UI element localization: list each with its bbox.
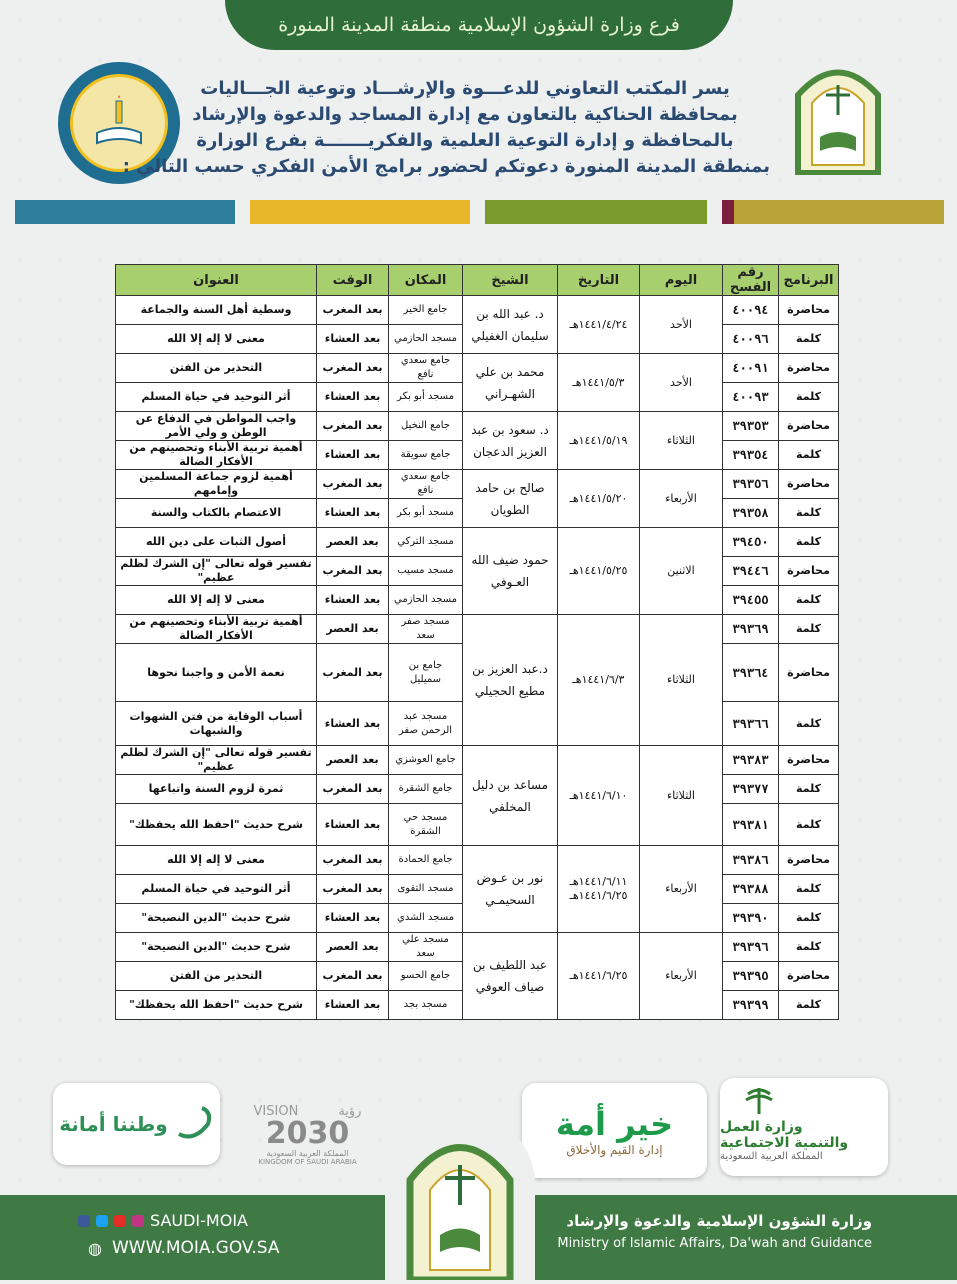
cell-permit: ٣٩٣٩٠ bbox=[723, 904, 779, 933]
cell-time: بعد العشاء bbox=[317, 441, 389, 470]
cell-title: أثر التوحيد في حياة المسلم bbox=[116, 875, 317, 904]
color-bar bbox=[722, 200, 944, 224]
cell-date: ١٤٤١/٥/٣هـ bbox=[558, 354, 640, 412]
cell-program: كلمة bbox=[779, 615, 839, 644]
cell-time: بعد المغرب bbox=[317, 775, 389, 804]
cell-permit: ٣٩٣٨٨ bbox=[723, 875, 779, 904]
cell-time: بعد العصر bbox=[317, 746, 389, 775]
vision-2030-logo bbox=[230, 1105, 385, 1165]
table-row bbox=[116, 470, 839, 499]
header-time: الوقت bbox=[317, 265, 389, 296]
cell-place: جامع الحمادة bbox=[389, 846, 463, 875]
cell-time: بعد العشاء bbox=[317, 702, 389, 746]
cell-program: كلمة bbox=[779, 933, 839, 962]
cell-permit: ٣٩٣٦٤ bbox=[723, 644, 779, 702]
header-place: المكان bbox=[389, 265, 463, 296]
cell-program: محاضرة bbox=[779, 470, 839, 499]
cell-permit: ٣٩٣٨٣ bbox=[723, 746, 779, 775]
cell-title: واجب المواطن في الدفاع عن الوطن و ولي الأمر bbox=[116, 412, 317, 441]
cell-program: كلمة bbox=[779, 441, 839, 470]
cell-title: أثر التوحيد في حياة المسلم bbox=[116, 383, 317, 412]
cell-permit: ٣٩٣٧٧ bbox=[723, 775, 779, 804]
cell-permit: ٣٩٣٩٦ bbox=[723, 933, 779, 962]
cell-place: مسجد الحازمي bbox=[389, 586, 463, 615]
book-candle-icon bbox=[89, 93, 149, 153]
vision-country-ar: المملكة العربية السعودية bbox=[266, 1149, 349, 1158]
vision-country-en: KINGDOM OF SAUDI ARABIA bbox=[258, 1158, 357, 1166]
khayr-umma-logo bbox=[522, 1083, 707, 1178]
cell-place: مسجد عبد الرحمن صفر bbox=[389, 702, 463, 746]
cell-time: بعد المغرب bbox=[317, 354, 389, 383]
cell-permit: ٤٠٠٩٦ bbox=[723, 325, 779, 354]
table-row bbox=[116, 528, 839, 557]
cell-place: مسجد الحازمي bbox=[389, 325, 463, 354]
cell-program: محاضرة bbox=[779, 354, 839, 383]
cell-place: مسجد الشدي bbox=[389, 904, 463, 933]
cell-day: الثلاثاء bbox=[640, 615, 723, 746]
twitter-icon[interactable] bbox=[96, 1215, 108, 1227]
cell-program: محاضرة bbox=[779, 644, 839, 702]
cell-day: الثلاثاء bbox=[640, 412, 723, 470]
social-handle[interactable]: SAUDI-MOIA bbox=[150, 1211, 248, 1230]
cell-permit: ٤٠٠٩١ bbox=[723, 354, 779, 383]
watanona-text: وطننا أمانة bbox=[59, 1112, 168, 1136]
cell-title: شرح حديث "احفظ الله يحفظك" bbox=[116, 804, 317, 846]
header-date: التاريخ bbox=[558, 265, 640, 296]
cell-program: كلمة bbox=[779, 499, 839, 528]
cell-permit: ٣٩٤٥٠ bbox=[723, 528, 779, 557]
cell-sheikh: صالح بن حامد الطويان bbox=[463, 470, 558, 528]
cell-permit: ٣٩٣٩٥ bbox=[723, 962, 779, 991]
color-bar bbox=[250, 200, 470, 224]
cell-program: كلمة bbox=[779, 586, 839, 615]
cell-time: بعد العصر bbox=[317, 528, 389, 557]
cell-title: ثمرة لزوم السنة واتباعها bbox=[116, 775, 317, 804]
cell-title: شرح حديث "احفظ الله يحفظك" bbox=[116, 991, 317, 1020]
cell-place: مسجد أبو بكر bbox=[389, 383, 463, 412]
cell-day: الثلاثاء bbox=[640, 746, 723, 846]
cell-day: الاثنين bbox=[640, 528, 723, 615]
globe-icon: ◍ bbox=[88, 1238, 102, 1258]
cell-title: شرح حديث "الدين النصيحة" bbox=[116, 904, 317, 933]
cell-place: مسجد صفر سعد bbox=[389, 615, 463, 644]
palm-emblem-icon bbox=[740, 1084, 778, 1118]
cell-permit: ٣٩٣٩٩ bbox=[723, 991, 779, 1020]
cell-date: ١٤٤١/٦/٣هـ bbox=[558, 615, 640, 746]
cell-time: بعد العشاء bbox=[317, 325, 389, 354]
khayr-umma-sub: إدارة القيم والأخلاق bbox=[566, 1142, 663, 1157]
cell-time: بعد العشاء bbox=[317, 383, 389, 412]
cell-place: جامع الشقرة bbox=[389, 775, 463, 804]
cell-permit: ٣٩٤٤٦ bbox=[723, 557, 779, 586]
cell-permit: ٤٠٠٩٣ bbox=[723, 383, 779, 412]
khayr-umma-text: خير أمة bbox=[555, 1104, 674, 1143]
cell-program: محاضرة bbox=[779, 296, 839, 325]
table-header-row bbox=[116, 265, 839, 296]
table-row bbox=[116, 746, 839, 775]
cell-time: بعد العشاء bbox=[317, 499, 389, 528]
cell-sheikh: د.عبد العزيز بن مطيع الحجيلي bbox=[463, 615, 558, 746]
table-row bbox=[116, 846, 839, 875]
cell-program: محاضرة bbox=[779, 962, 839, 991]
cell-program: محاضرة bbox=[779, 846, 839, 875]
vision-en: VISION bbox=[253, 1104, 299, 1119]
cell-time: بعد العصر bbox=[317, 933, 389, 962]
cell-program: محاضرة bbox=[779, 557, 839, 586]
intro-line-1: يسر المكتب التعاوني للدعـــوة والإرشـــاد وتوعية الجـــاليات bbox=[200, 78, 730, 99]
cell-time: بعد المغرب bbox=[317, 846, 389, 875]
cell-title: وسطية أهل السنة والجماعة bbox=[116, 296, 317, 325]
schedule-table bbox=[115, 264, 839, 1020]
cell-permit: ٣٩٣٥٣ bbox=[723, 412, 779, 441]
cell-program: محاضرة bbox=[779, 746, 839, 775]
vision-year: 2030 bbox=[265, 1116, 350, 1151]
cell-time: بعد المغرب bbox=[317, 962, 389, 991]
table-row bbox=[116, 296, 839, 325]
cell-title: تفسير قوله تعالى "إن الشرك لظلم عظيم" bbox=[116, 746, 317, 775]
cell-date: ١٤٤١/٦/٢٥هـ bbox=[558, 933, 640, 1020]
cell-permit: ٣٩٣٥٨ bbox=[723, 499, 779, 528]
cell-title: أصول الثبات على دين الله bbox=[116, 528, 317, 557]
cell-program: كلمة bbox=[779, 775, 839, 804]
cell-sheikh: د. عبد الله بن سليمان الغفيلي bbox=[463, 296, 558, 354]
vision-ar: رؤية bbox=[338, 1104, 362, 1119]
intro-text bbox=[122, 76, 770, 180]
cell-permit: ٣٩٣٥٤ bbox=[723, 441, 779, 470]
cell-title: معنى لا إله إلا الله bbox=[116, 586, 317, 615]
cell-place: جامع بن سميليل bbox=[389, 644, 463, 702]
cell-permit: ٣٩٣٦٩ bbox=[723, 615, 779, 644]
schedule-table-body bbox=[116, 296, 839, 1020]
cell-program: كلمة bbox=[779, 904, 839, 933]
cell-title: معنى لا إله إلا الله bbox=[116, 325, 317, 354]
cell-time: بعد العشاء bbox=[317, 904, 389, 933]
cell-time: بعد العشاء bbox=[317, 804, 389, 846]
table-row bbox=[116, 412, 839, 441]
cell-date: ١٤٤١/٥/٢٥هـ bbox=[558, 528, 640, 615]
cell-place: جامع الخير bbox=[389, 296, 463, 325]
watanona-amana-logo bbox=[53, 1083, 220, 1165]
mosque-emblem-icon bbox=[788, 55, 888, 175]
cell-date: ١٤٤١/٦/١٠هـ bbox=[558, 746, 640, 846]
cell-program: كلمة bbox=[779, 804, 839, 846]
cell-program: كلمة bbox=[779, 383, 839, 412]
cell-title: نعمة الأمن و واجبنا نحوها bbox=[116, 644, 317, 702]
cell-time: بعد المغرب bbox=[317, 296, 389, 325]
cell-title: أهمية تربية الأبناء وتحصينهم من الأفكار الضالة bbox=[116, 615, 317, 644]
cell-sheikh: مساعد بن دليل المخلفي bbox=[463, 746, 558, 846]
cell-place: مسجد حي الشقرة bbox=[389, 804, 463, 846]
cell-date: ١٤٤١/٥/٢٠هـ bbox=[558, 470, 640, 528]
cell-place: جامع سعدي نافع bbox=[389, 470, 463, 499]
labor-ministry-logo bbox=[720, 1078, 888, 1176]
cell-place: مسجد علي سعد bbox=[389, 933, 463, 962]
cell-date: ١٤٤١/٥/١٩هـ bbox=[558, 412, 640, 470]
header-program: البرنامج bbox=[779, 265, 839, 296]
mosque-emblem-icon bbox=[385, 1110, 535, 1280]
header-day: اليوم bbox=[640, 265, 723, 296]
cell-permit: ٣٩٣٥٦ bbox=[723, 470, 779, 499]
cell-sheikh: عبد اللطيف بن صياف العوفي bbox=[463, 933, 558, 1020]
color-bar bbox=[15, 200, 235, 224]
cell-permit: ٣٩٣٨١ bbox=[723, 804, 779, 846]
cell-date: ١٤٤١/٤/٢٤هـ bbox=[558, 296, 640, 354]
intro-line-3: بالمحافظة و إدارة التوعية العلمية والفكريـــــــة بفرع الوزارة bbox=[196, 130, 734, 151]
cell-title: التحذير من الفتن bbox=[116, 962, 317, 991]
cell-date: ١٤٤١/٦/١١هـ ١٤٤١/٦/٢٥هـ bbox=[558, 846, 640, 933]
footer-emblem bbox=[385, 1110, 535, 1280]
labor-line-3: المملكة العربية السعودية bbox=[720, 1150, 823, 1162]
table-row bbox=[116, 933, 839, 962]
cell-sheikh: د. سعود بن عبد العزيز الدعجان bbox=[463, 412, 558, 470]
ministry-name-en: Ministry of Islamic Affairs, Da'wah and Guidance bbox=[557, 1236, 872, 1251]
cell-day: الأحد bbox=[640, 296, 723, 354]
cell-title: أسباب الوقاية من فتن الشهوات والشبهات bbox=[116, 702, 317, 746]
header-permit: رقم الفسح bbox=[723, 265, 779, 296]
cell-place: مسجد التقوى bbox=[389, 875, 463, 904]
website-url[interactable]: WWW.MOIA.GOV.SA bbox=[111, 1238, 280, 1258]
color-bar bbox=[485, 200, 707, 224]
cell-place: مسجد أبو بكر bbox=[389, 499, 463, 528]
cell-program: كلمة bbox=[779, 875, 839, 904]
cell-permit: ٣٩٣٦٦ bbox=[723, 702, 779, 746]
instagram-icon[interactable] bbox=[132, 1215, 144, 1227]
swoosh-icon bbox=[174, 1104, 214, 1144]
cell-program: كلمة bbox=[779, 991, 839, 1020]
cell-place: مسجد التركي bbox=[389, 528, 463, 557]
social-links bbox=[78, 1211, 248, 1230]
labor-line-2: والتنمية الاجتماعية bbox=[720, 1134, 849, 1151]
cell-sheikh: محمد بن علي الشهـراني bbox=[463, 354, 558, 412]
labor-line-1: وزارة العمل bbox=[720, 1118, 803, 1135]
cell-time: بعد العشاء bbox=[317, 991, 389, 1020]
website-link bbox=[88, 1238, 279, 1258]
branch-title-banner bbox=[225, 0, 733, 50]
cell-time: بعد المغرب bbox=[317, 470, 389, 499]
cell-day: الأربعاء bbox=[640, 846, 723, 933]
cell-time: بعد المغرب bbox=[317, 412, 389, 441]
cell-program: كلمة bbox=[779, 325, 839, 354]
cell-permit: ٣٩٤٥٥ bbox=[723, 586, 779, 615]
facebook-icon[interactable] bbox=[78, 1215, 90, 1227]
cell-place: مسجد مسيب bbox=[389, 557, 463, 586]
cell-day: الأحد bbox=[640, 354, 723, 412]
cell-place: جامع سويقة bbox=[389, 441, 463, 470]
cell-title: تفسير قوله تعالى "إن الشرك لظلم عظيم" bbox=[116, 557, 317, 586]
header-title: العنوان bbox=[116, 265, 317, 296]
cell-place: جامع الحسو bbox=[389, 962, 463, 991]
cell-day: الأربعاء bbox=[640, 470, 723, 528]
table-row bbox=[116, 615, 839, 644]
ministry-name-ar: وزارة الشؤون الإسلامية والدعوة والإرشاد bbox=[566, 1212, 872, 1230]
ministry-logo bbox=[788, 55, 888, 175]
cell-title: التحذير من الفتن bbox=[116, 354, 317, 383]
cell-title: أهمية تربية الأبناء وتحصينهم من الأفكار الضالة bbox=[116, 441, 317, 470]
cell-permit: ٣٩٣٨٦ bbox=[723, 846, 779, 875]
cell-sheikh: حمود ضيف الله العـوفي bbox=[463, 528, 558, 615]
cell-day: الأربعاء bbox=[640, 933, 723, 1020]
cell-place: جامع سعدي نافع bbox=[389, 354, 463, 383]
cell-permit: ٤٠٠٩٤ bbox=[723, 296, 779, 325]
cell-time: بعد العشاء bbox=[317, 586, 389, 615]
cell-place: جامع العوشزي bbox=[389, 746, 463, 775]
cell-time: بعد المغرب bbox=[317, 557, 389, 586]
branch-title: فرع وزارة الشؤون الإسلامية منطقة المدينة المنورة bbox=[278, 14, 680, 36]
cell-program: كلمة bbox=[779, 702, 839, 746]
cell-place: جامع النخيل bbox=[389, 412, 463, 441]
table-row bbox=[116, 354, 839, 383]
cell-sheikh: نور بن عـوض السحيمـي bbox=[463, 846, 558, 933]
cell-place: مسجد بجد bbox=[389, 991, 463, 1020]
youtube-icon[interactable] bbox=[114, 1215, 126, 1227]
header-sheikh: الشيخ bbox=[463, 265, 558, 296]
intro-line-2: بمحافظة الحناكية بالتعاون مع إدارة المساجد والدعوة والإرشاد bbox=[192, 104, 738, 125]
cell-title: شرح حديث "الدين النصيحة" bbox=[116, 933, 317, 962]
cell-title: معنى لا إله إلا الله bbox=[116, 846, 317, 875]
cell-time: بعد العصر bbox=[317, 615, 389, 644]
cell-time: بعد المغرب bbox=[317, 875, 389, 904]
cell-title: الاعتصام بالكتاب والسنة bbox=[116, 499, 317, 528]
cell-time: بعد المغرب bbox=[317, 644, 389, 702]
cell-program: محاضرة bbox=[779, 412, 839, 441]
schedule-table-wrapper bbox=[115, 264, 838, 1020]
intro-line-4: بمنطقة المدينة المنورة دعوتكم لحضور برامج الأمن الفكري حسب التالي : bbox=[122, 156, 770, 177]
cell-title: أهمية لزوم جماعة المسلمين وإمامهم bbox=[116, 470, 317, 499]
cell-program: كلمة bbox=[779, 528, 839, 557]
